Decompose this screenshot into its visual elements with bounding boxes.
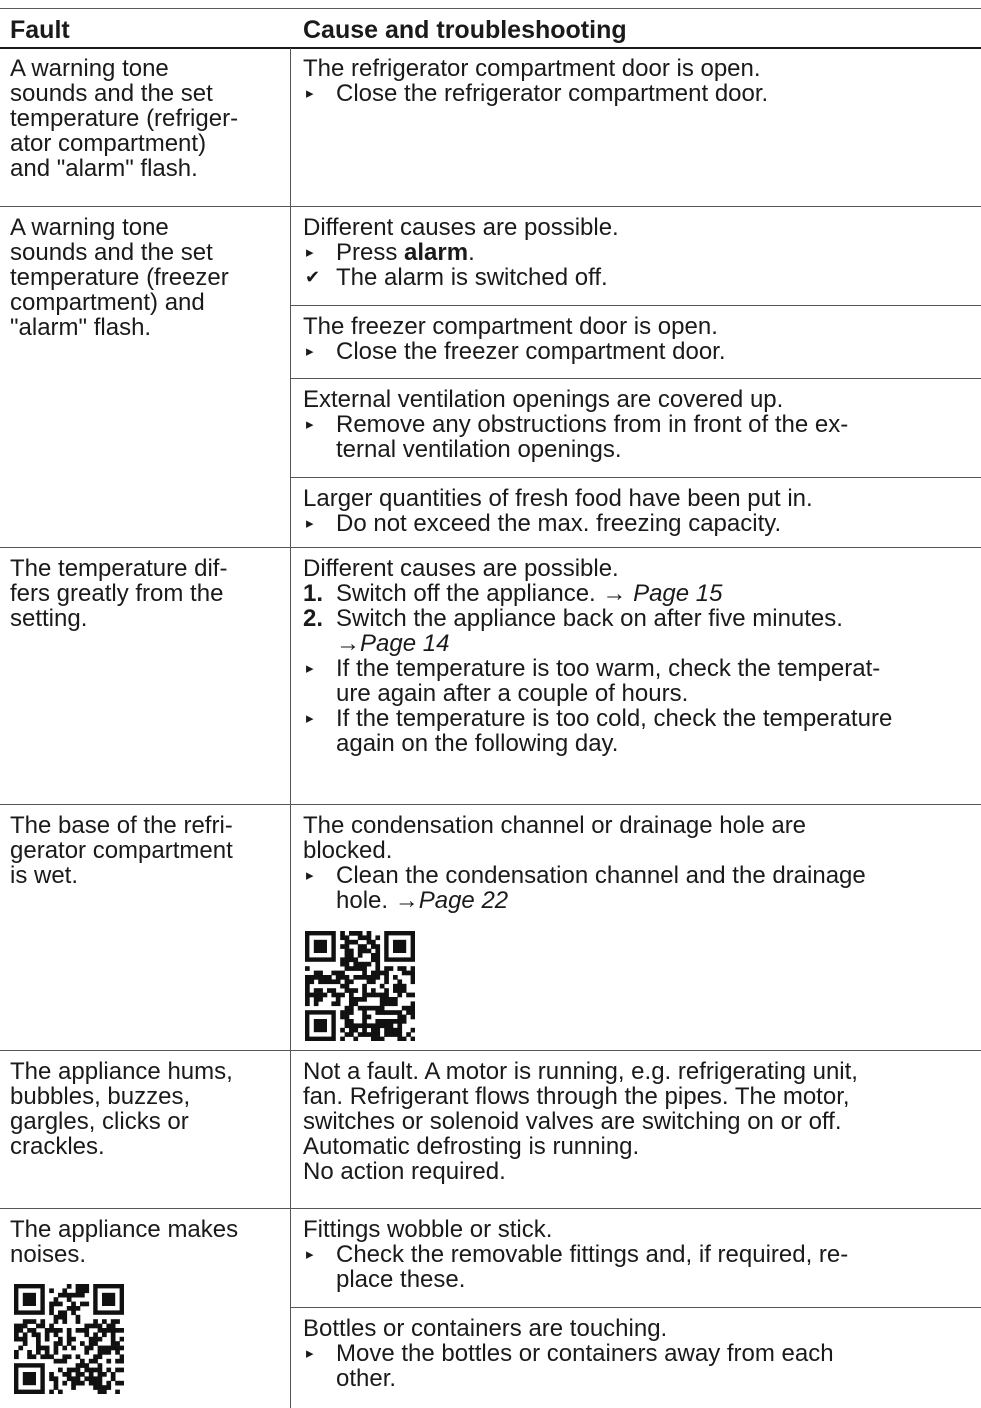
- table-row: [0, 805, 981, 1051]
- page-reference[interactable]: Page 22: [418, 887, 509, 914]
- table-row: [0, 48, 981, 207]
- table-row: [0, 548, 981, 805]
- step-item: ▸ Move the bottles or containers away from each other.: [306, 1340, 834, 1392]
- bullet-icon: ▸: [306, 244, 314, 261]
- qr-code-icon[interactable]: [14, 1284, 124, 1394]
- table-row: [0, 1209, 981, 1408]
- cause-subcell: The freezer compartment door is open. ▸ Close the freezer compartment door.: [291, 306, 981, 379]
- step-item: ▸ Check the removable fittings and, if required, re- place these.: [306, 1241, 849, 1293]
- step-item: ▸ Clean the condensation channel and the drainage hole. →Page 22: [306, 862, 866, 914]
- fault-cell: A warning tone sounds and the set temperature (freezer compartment) and "alarm" flash.: [10, 214, 229, 341]
- cause-cell: Not a fault. A motor is running, e.g. refrigerating unit, fan. Refrigerant flows through the pipes. The motor, switches or solenoid valves are switching on or off. Automatic defrosting is running. No action required.: [303, 1058, 858, 1185]
- step-item: ▸ If the temperature is too cold, check the temperature again on the following day.: [306, 705, 893, 757]
- step-item: ▸ If the temperature is too warm, check the temperat- ure again after a couple of hours.: [306, 655, 881, 707]
- table-row: [0, 1051, 981, 1209]
- fault-cell: The appliance hums, bubbles, buzzes, gargles, clicks or crackles.: [10, 1058, 233, 1160]
- page-reference[interactable]: Page 14: [360, 630, 450, 657]
- fault-cell: The temperature dif- fers greatly from the setting.: [10, 555, 228, 632]
- header-cause: Cause and troubleshooting: [303, 16, 627, 44]
- step-item: ▸ Do not exceed the max. freezing capacity.: [306, 510, 782, 537]
- cause-subcell: Bottles or containers are touching. ▸ Move the bottles or containers away from each other.: [291, 1308, 981, 1408]
- bullet-icon: ▸: [306, 867, 314, 884]
- step-item: ▸ Close the freezer compartment door.: [306, 338, 726, 365]
- bullet-icon: ▸: [306, 343, 314, 360]
- fault-cell: The base of the refri- gerator compartment is wet.: [10, 812, 233, 889]
- cause-subcell: Larger quantities of fresh food have been put in. ▸ Do not exceed the max. freezing capacity.: [291, 478, 981, 546]
- step-item: ▸ Close the refrigerator compartment door.: [306, 80, 769, 107]
- bullet-icon: ▸: [306, 1246, 314, 1263]
- fault-cell: A warning tone sounds and the set temperature (refriger- ator compartment) and "alarm" flash.: [10, 55, 239, 182]
- page-reference[interactable]: Page 15: [633, 580, 723, 607]
- bullet-icon: ▸: [306, 710, 314, 727]
- cause-subcell: Different causes are possible. ▸ Press alarm. ✔ The alarm is switched off.: [291, 207, 981, 306]
- bullet-icon: ▸: [306, 416, 314, 433]
- step-item: ▸ Remove any obstructions from in front of the ex- ternal ventilation openings.: [306, 411, 849, 463]
- table-row: [0, 207, 981, 548]
- cause-cell: The condensation channel or drainage hole are blocked. ▸ Clean the condensation channel and the drainage hole. →Page 22: [303, 813, 981, 913]
- cause-subcell: Fittings wobble or stick. ▸ Check the removable fittings and, if required, re- place these.: [291, 1209, 981, 1308]
- bullet-icon: ▸: [306, 85, 314, 102]
- qr-code-icon[interactable]: [305, 931, 415, 1041]
- numbered-item: 2. Switch the appliance back on after five minutes. →Page 14: [303, 605, 843, 657]
- result-item: ✔ The alarm is switched off.: [305, 264, 608, 291]
- bullet-icon: ▸: [306, 515, 314, 532]
- bullet-icon: ▸: [306, 1345, 314, 1362]
- header-fault: Fault: [10, 16, 70, 44]
- fault-cell: The appliance makes noises.: [10, 1216, 239, 1268]
- cause-cell: The refrigerator compartment door is open. ▸ Close the refrigerator compartment door.: [303, 56, 981, 106]
- bullet-icon: ▸: [306, 660, 314, 677]
- step-item: ▸ Press alarm.: [306, 239, 475, 266]
- check-icon: ✔: [305, 267, 321, 287]
- numbered-item: 1. Switch off the appliance. → Page 15: [303, 580, 723, 607]
- cause-subcell: External ventilation openings are covered up. ▸ Remove any obstructions from in front of the ex- ternal ventilation openings.: [291, 379, 981, 478]
- cause-cell: Different causes are possible. 1. Switch off the appliance. → Page 15 2. Switch the appliance back on after five minutes. →Page 14 ▸ If the temperature is too warm, check the temperat- ure again after a couple of hours. ▸ If the temperature is too cold, check the temperature again on the following day.: [303, 556, 981, 756]
- table-header: [0, 8, 981, 49]
